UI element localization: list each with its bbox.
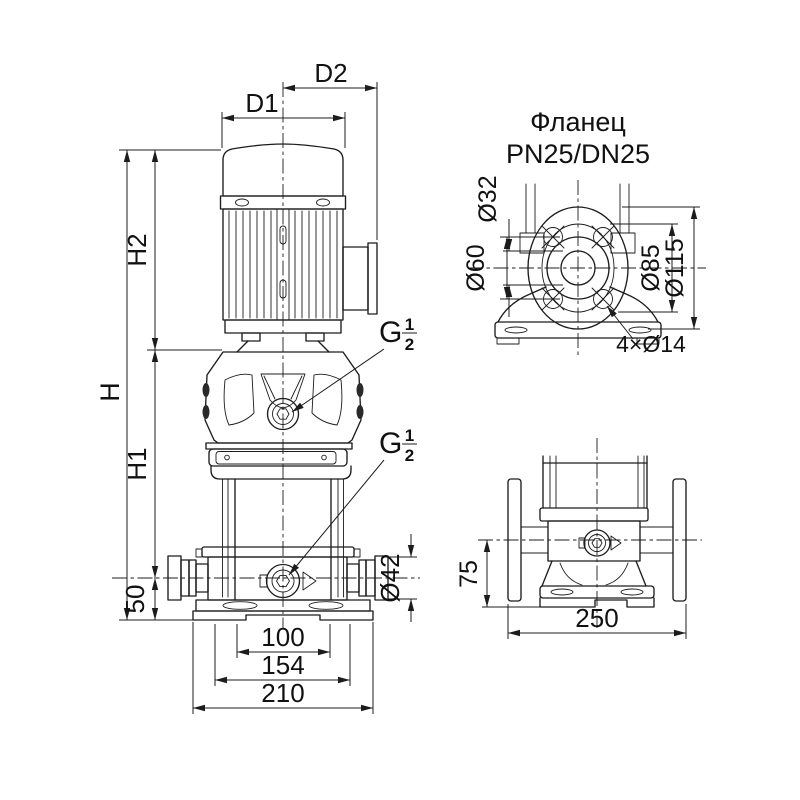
casing-body [208, 557, 347, 600]
head-lug [203, 405, 210, 419]
thread-denominator: 2 [404, 335, 415, 354]
flange-slot-right [317, 199, 330, 206]
dim-d1 [222, 88, 345, 148]
motor-foot-left [242, 333, 260, 341]
flange-title-line1: Фланец [530, 107, 626, 137]
base-slot [309, 602, 343, 610]
dim-label-d1: D1 [245, 88, 279, 118]
flow-arrow [611, 536, 621, 550]
leader-line [289, 460, 384, 575]
dim-h2 [122, 150, 222, 350]
terminal-box-cover [368, 243, 377, 314]
head-window-right [312, 374, 342, 425]
thread-numerator: 1 [404, 315, 415, 334]
side-view [455, 438, 702, 639]
dim-250 [508, 603, 686, 639]
head-lug [203, 383, 210, 397]
flange-title-line2: PN25/DN25 [505, 139, 651, 169]
thread-letter: G [379, 316, 403, 349]
pump-casing [168, 547, 388, 600]
head-lug [357, 405, 364, 419]
base-shoulders [542, 561, 646, 586]
side-column [543, 456, 647, 508]
dim-label-250: 250 [575, 603, 619, 633]
dim-label-dia42: Ø42 [375, 553, 405, 603]
front-view [95, 58, 420, 714]
dim-label-h1: H1 [122, 447, 152, 481]
dim-label-d2: D2 [314, 58, 348, 88]
base-slot [551, 589, 573, 595]
casing-tab-left [196, 549, 202, 557]
terminal-box [343, 247, 368, 310]
dim-75 [455, 540, 540, 607]
flange-slot-left [236, 199, 249, 206]
head-lug [357, 383, 364, 397]
nameplate-plate [216, 452, 336, 465]
side-casing-band [540, 508, 648, 521]
dim-dia42 [375, 534, 417, 622]
head-window-left [224, 374, 254, 425]
thread-letter: G [379, 427, 403, 460]
dim-label-dia115: Ø115 [661, 238, 689, 298]
casing-tab-right [354, 549, 360, 557]
thread-numerator: 1 [404, 426, 415, 445]
pedestal-foot [497, 338, 519, 344]
dim-label-154: 154 [261, 650, 305, 680]
dim-label-h: H [95, 382, 125, 402]
head-bottom-ring [206, 443, 352, 449]
dim-bolt-holes [607, 306, 686, 357]
dim-label-dia32: Ø32 [474, 175, 502, 223]
dim-label-210: 210 [261, 678, 305, 708]
pedestal-slot [505, 327, 527, 333]
flange-dimensions [462, 175, 700, 357]
head-lower-flange [211, 466, 351, 479]
motor [221, 144, 378, 352]
base-slot [621, 589, 643, 595]
drain-plug [260, 565, 316, 598]
dim-label-75: 75 [455, 560, 483, 588]
dim-label-100: 100 [261, 622, 305, 652]
flange-detail-view [462, 107, 706, 357]
dim-50 [120, 578, 155, 620]
flange-studs [520, 184, 635, 253]
flow-arrow [303, 572, 316, 590]
dim-label-bolt-holes: 4×Ø14 [616, 331, 686, 357]
thread-label-vent [292, 315, 417, 412]
thread-denominator: 2 [404, 446, 415, 465]
side-drain-plug [579, 530, 621, 556]
nameplate [209, 449, 351, 479]
nameplate-hole [225, 455, 230, 460]
base-wing-curves [560, 563, 628, 585]
stud-nut [611, 233, 635, 253]
motor-foot-right [306, 333, 324, 341]
dim-label-dia60: Ø60 [462, 244, 490, 292]
leader-line [292, 349, 384, 412]
dim-label-dia85: Ø85 [637, 244, 665, 292]
base-slot [223, 602, 257, 610]
nameplate-hole [322, 455, 327, 460]
dim-label-h2: H2 [122, 233, 152, 267]
pedestal-shoulder-left [498, 287, 546, 322]
dim-label-50: 50 [120, 584, 150, 614]
